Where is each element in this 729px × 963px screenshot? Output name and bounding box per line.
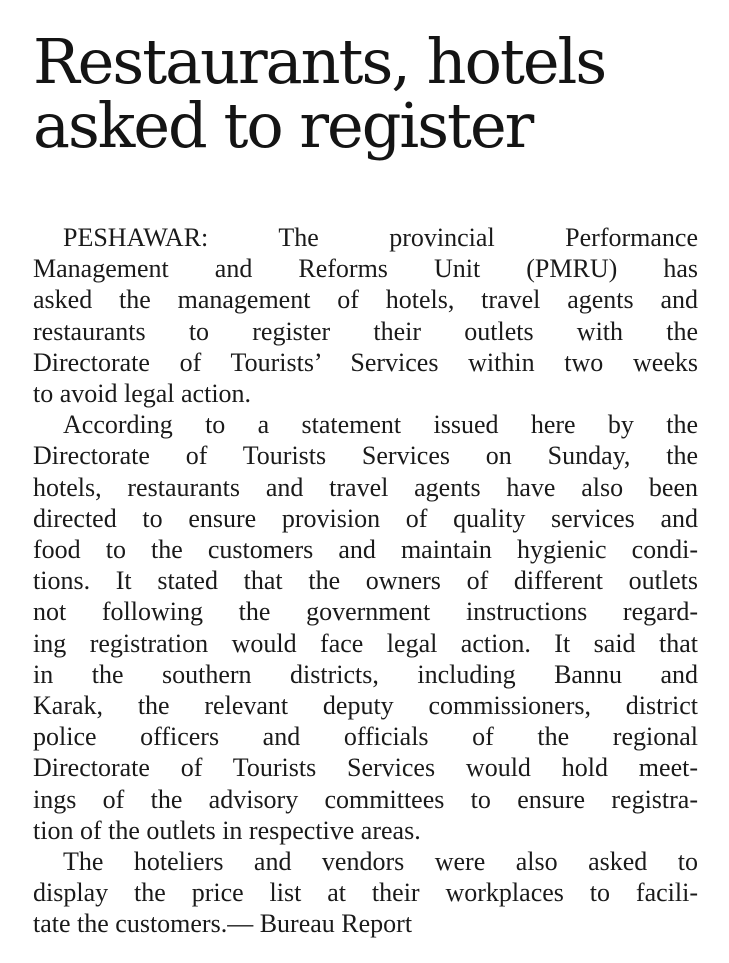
- body-line: tate the customers.— Bureau Report: [33, 909, 413, 939]
- article-body: [33, 222, 698, 940]
- body-line: Directorate of Tourists Services would hold meet-: [33, 753, 698, 783]
- body-line: directed to ensure provision of quality services and: [33, 503, 698, 533]
- headline-line: Restaurants, hotels: [33, 25, 606, 98]
- body-line: tions. It stated that the owners of different outlets: [33, 566, 698, 596]
- body-line: Karak, the relevant deputy commissioners, district: [33, 691, 698, 721]
- body-line: restaurants to register their outlets with the: [33, 316, 698, 346]
- body-line: Management and Reforms Unit (PMRU) has: [33, 254, 698, 284]
- paragraph-2: [33, 409, 698, 846]
- body-line: not following the government instructions regard-: [33, 597, 698, 627]
- paragraph-1: [33, 222, 698, 409]
- headline: [33, 25, 698, 162]
- body-line: The hoteliers and vendors were also asked to: [63, 847, 698, 877]
- body-line: Directorate of Tourists’ Services within two weeks: [33, 347, 698, 377]
- news-article: [33, 25, 698, 940]
- body-line: asked the management of hotels, travel agents and: [33, 285, 698, 315]
- body-line: to avoid legal action.: [33, 379, 252, 409]
- body-line: PESHAWAR: The provincial Performance: [63, 223, 698, 252]
- body-line: According to a statement issued here by the: [63, 410, 698, 440]
- body-line: tion of the outlets in respective areas.: [33, 815, 421, 845]
- body-line: in the southern districts, including Bannu and: [33, 659, 698, 689]
- body-line: Directorate of Tourists Services on Sunday, the: [33, 441, 698, 471]
- body-line: display the price list at their workplaces to facili-: [33, 878, 698, 908]
- body-line: food to the customers and maintain hygienic condi-: [33, 535, 698, 565]
- paragraph-3: [33, 846, 698, 940]
- headline-line: asked to register: [33, 89, 533, 162]
- body-line: ings of the advisory committees to ensure registra-: [33, 784, 698, 814]
- body-line: ing registration would face legal action. It said that: [33, 628, 698, 658]
- body-line: hotels, restaurants and travel agents have also been: [33, 472, 698, 502]
- body-line: police officers and officials of the regional: [33, 722, 698, 752]
